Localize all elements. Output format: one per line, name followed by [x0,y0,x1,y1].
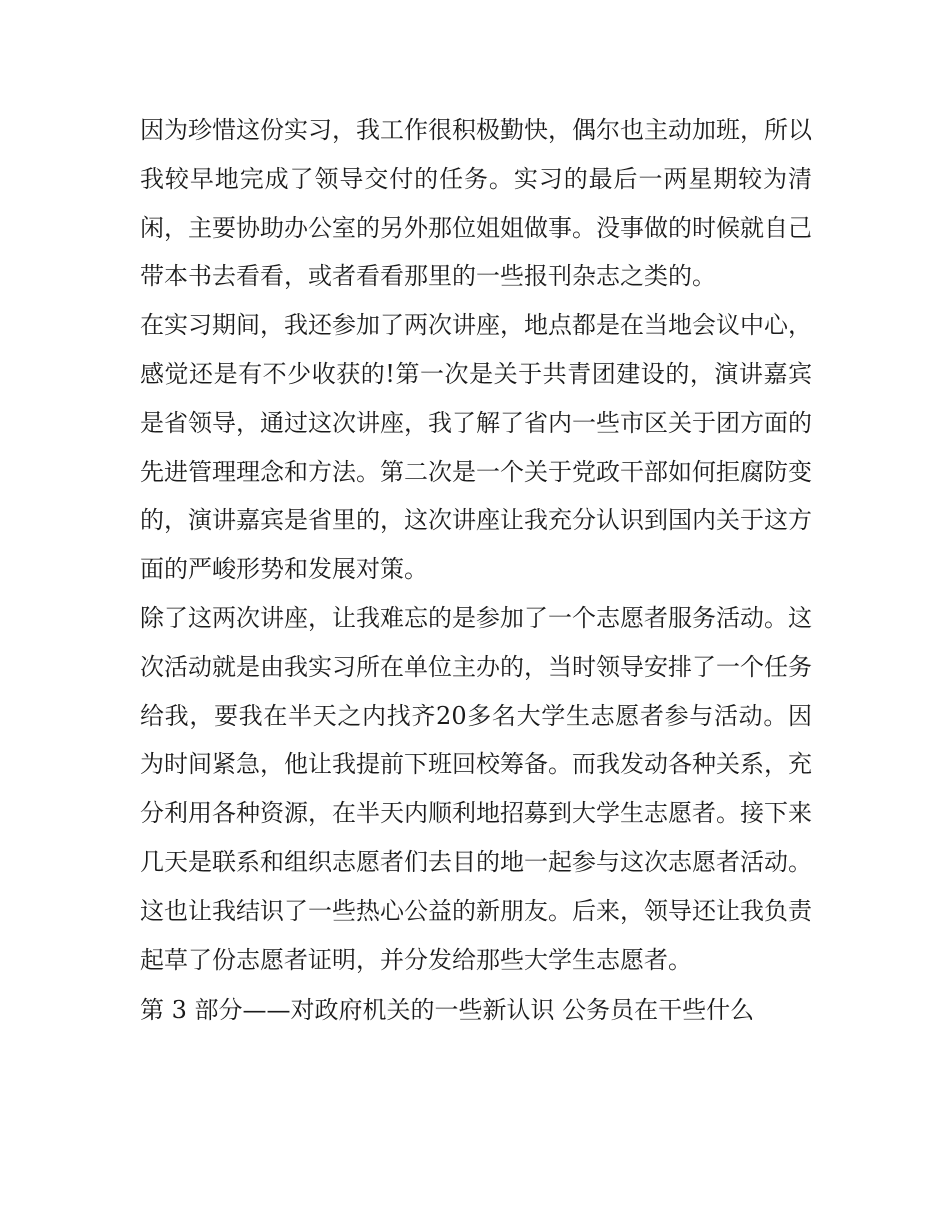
paragraph-lectures: 在实习期间，我还参加了两次讲座，地点都是在当地会议中心，感觉还是有不少收获的!第一次是关于共青团建设的，演讲嘉宾是省领导，通过这次讲座，我了解了省内一些市区关于团方面的先进管理理念和方法。第二次是一个关于党政干部如何拒腐防变的，演讲嘉宾是省里的，这次讲座让我充分认识到国内关于这方面的严峻形势和发展对策。 [140,311,812,584]
paragraph-internship-work: 因为珍惜这份实习，我工作很积极勤快，偶尔也主动加班，所以我较早地完成了领导交付的任务。实习的最后一两星期较为清闲，主要协助办公室的另外那位姐姐做事。没事做的时候就自己带本书去看看，或者看看那里的一些报刊杂志之类的。 [140,116,812,291]
section-heading: 第 3 部分——对政府机关的一些新认识 公务员在干些什么 [140,996,755,1025]
paragraph-volunteer-activity: 除了这两次讲座，让我难忘的是参加了一个志愿者服务活动。这次活动就是由我实习所在单位主办的，当时领导安排了一个任务给我，要我在半天之内找齐20多名大学生志愿者参与活动。因为时间紧急，他让我提前下班回校筹备。而我发动各种关系，充分利用各种资源，在半天内顺利地招募到大学生志愿者。接下来几天是联系和组织志愿者们去目的地一起参与这次志愿者活动。这也让我结识了一些热心公益的新朋友。后来，领导还让我负责起草了份志愿者证明，并分发给那些大学生志愿者。 [140,603,812,974]
document-body [140,106,812,1035]
